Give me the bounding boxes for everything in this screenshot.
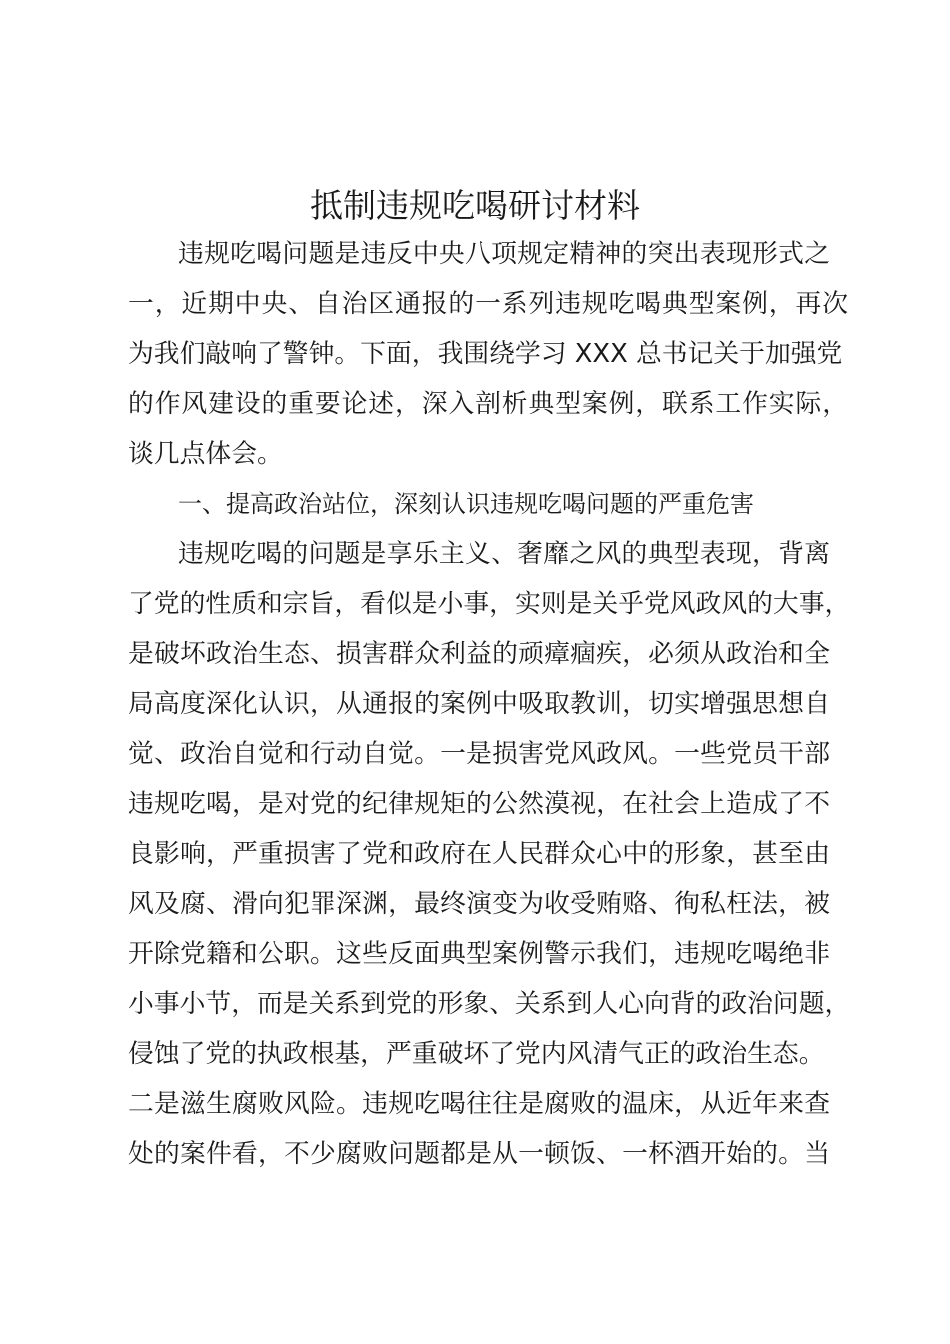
paragraph-line: 谈几点体会。 xyxy=(128,439,283,469)
paragraph-line: 为我们敲响了警钟。下面，我围绕学习 XXX 总书记关于加强党 xyxy=(128,339,843,369)
section-heading: 一、提高政治站位，深刻认识违规吃喝问题的严重危害 xyxy=(178,490,754,518)
paragraph-line: 的作风建设的重要论述，深入剖析典型案例，联系工作实际， xyxy=(128,389,848,419)
paragraph-line: 风及腐、滑向犯罪深渊，最终演变为收受贿赂、徇私枉法，被 xyxy=(128,889,830,919)
paragraph-line: 违规吃喝的问题是享乐主义、奢靡之风的典型表现，背离 xyxy=(178,539,830,569)
document-title: 抵制违规吃喝研讨材料 xyxy=(310,186,640,225)
paragraph-line: 局高度深化认识，从通报的案例中吸取教训，切实增强思想自 xyxy=(128,689,830,719)
paragraph-line: 一，近期中央、自治区通报的一系列违规吃喝典型案例，再次 xyxy=(128,289,848,319)
paragraph-line: 违规吃喝，是对党的纪律规矩的公然漠视，在社会上造成了不 xyxy=(128,789,830,819)
paragraph-line: 是破坏政治生态、损害群众利益的顽瘴痼疾，必须从政治和全 xyxy=(128,639,830,669)
paragraph-line: 了党的性质和宗旨，看似是小事，实则是关乎党风政风的大事， xyxy=(128,589,851,619)
paragraph-line: 侵蚀了党的执政根基，严重破坏了党内风清气正的政治生态。 xyxy=(128,1039,825,1069)
paragraph-line: 小事小节，而是关系到党的形象、关系到人心向背的政治问题， xyxy=(128,989,851,1019)
paragraph-line: 处的案件看，不少腐败问题都是从一顿饭、一杯酒开始的。当 xyxy=(128,1139,830,1169)
paragraph-line: 开除党籍和公职。这些反面典型案例警示我们，违规吃喝绝非 xyxy=(128,939,830,969)
paragraph-line: 良影响，严重损害了党和政府在人民群众心中的形象，甚至由 xyxy=(128,839,830,869)
paragraph-line: 违规吃喝问题是违反中央八项规定精神的突出表现形式之 xyxy=(178,239,830,269)
paragraph-line: 觉、政治自觉和行动自觉。一是损害党风政风。一些党员干部 xyxy=(128,739,830,769)
paragraph-line: 二是滋生腐败风险。违规吃喝往往是腐败的温床，从近年来查 xyxy=(128,1089,830,1119)
